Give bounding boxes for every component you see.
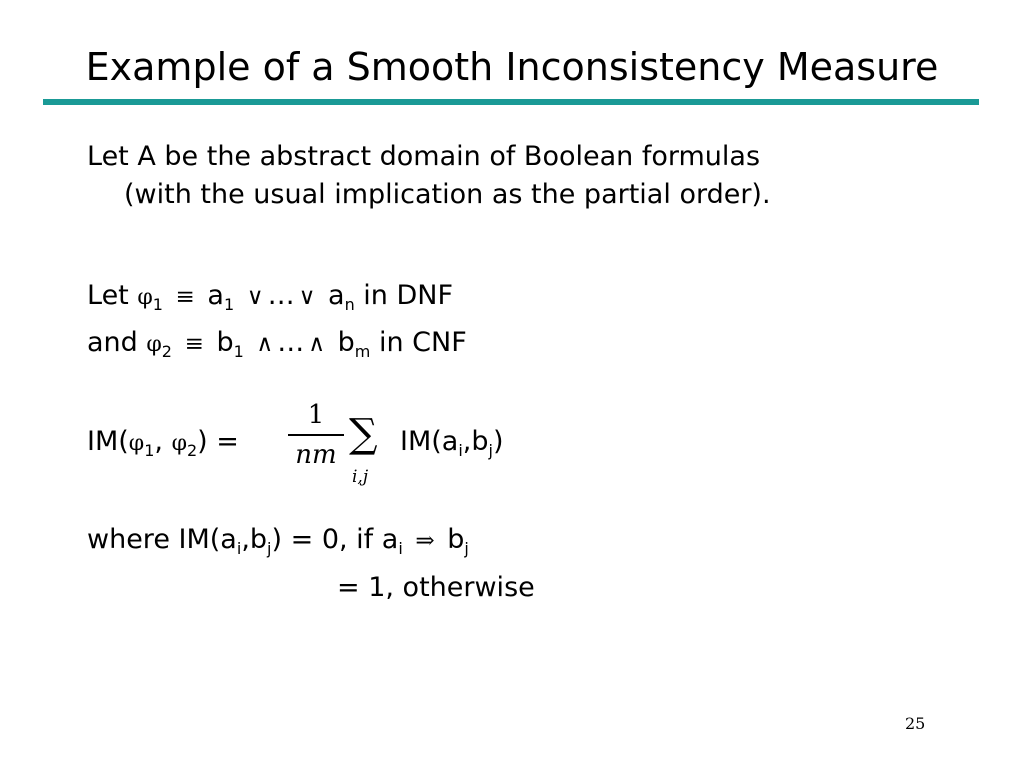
equiv-symbol: ≡: [184, 331, 204, 357]
otherwise-clause: = 1, otherwise: [337, 572, 535, 603]
sum-index: i,j: [352, 467, 369, 487]
phi1-subscript: 1: [144, 441, 155, 460]
phi2-prefix: and: [87, 327, 147, 358]
fraction-numerator: 1: [307, 400, 325, 430]
im-formula-lhs: [87, 424, 239, 469]
dnf-suffix: in DNF: [354, 280, 454, 311]
an-var: a: [328, 280, 345, 311]
rhs-mid: ,b: [462, 426, 489, 457]
and-symbol: ∧: [308, 331, 326, 357]
phi-symbol: φ: [137, 285, 153, 310]
phi-symbol: φ: [146, 332, 162, 357]
where-mid: ,b: [241, 524, 268, 555]
b1-subscript: 1: [233, 342, 244, 361]
intro-line-1: Let A be the abstract domain of Boolean formulas: [87, 141, 761, 172]
implies-icon: ⇒: [415, 528, 435, 554]
im-open: IM(: [87, 426, 129, 457]
fraction-denominator: nm: [295, 440, 337, 470]
fraction-bar: [288, 434, 344, 436]
comma: ,: [154, 426, 172, 457]
ellipsis: …: [277, 327, 305, 358]
rhs-prefix: IM(a: [400, 426, 459, 457]
phi1-prefix: Let: [87, 280, 138, 311]
where-j2: j: [464, 539, 469, 558]
or-symbol: ∨: [298, 284, 316, 310]
bm-subscript: m: [354, 342, 371, 361]
ellipsis: …: [267, 280, 295, 311]
where-clause: [87, 522, 469, 567]
a1-subscript: 1: [223, 295, 235, 314]
phi2-subscript: 2: [186, 441, 198, 460]
where-i: i: [236, 539, 242, 558]
fraction-one-over-nm: [286, 400, 346, 470]
an-subscript: n: [344, 295, 355, 314]
im-formula-rhs: [400, 424, 504, 469]
phi-symbol: φ: [128, 431, 145, 456]
phi1-subscript: 1: [152, 295, 163, 314]
cnf-suffix: in CNF: [370, 327, 467, 358]
where-i2: i: [398, 539, 403, 558]
summation-icon: ∑: [349, 411, 378, 457]
title-divider: [43, 99, 979, 105]
phi1-definition: [87, 278, 453, 323]
phi2-definition: [87, 325, 467, 370]
phi2-subscript: 2: [161, 342, 172, 361]
equiv-symbol: ≡: [175, 284, 195, 310]
rhs-close: ): [492, 426, 504, 457]
intro-line-2: (with the usual implication as the partial order).: [124, 179, 771, 210]
page-number: 25: [905, 714, 926, 733]
a-var: a: [207, 280, 224, 311]
where-zero: ) = 0, if a: [271, 524, 399, 555]
equals: ) =: [197, 426, 239, 457]
or-symbol: ∨: [246, 284, 264, 310]
b-var: b: [216, 327, 234, 358]
where-prefix: where IM(a: [87, 524, 237, 555]
and-symbol: ∧: [256, 331, 274, 357]
phi-symbol: φ: [171, 431, 187, 456]
bm-var: b: [337, 327, 355, 358]
rhs-j: j: [488, 441, 493, 460]
where-b: b: [438, 524, 465, 555]
slide-title: Example of a Smooth Inconsistency Measure: [85, 45, 939, 89]
rhs-i: i: [458, 441, 463, 460]
where-j: j: [267, 539, 272, 558]
